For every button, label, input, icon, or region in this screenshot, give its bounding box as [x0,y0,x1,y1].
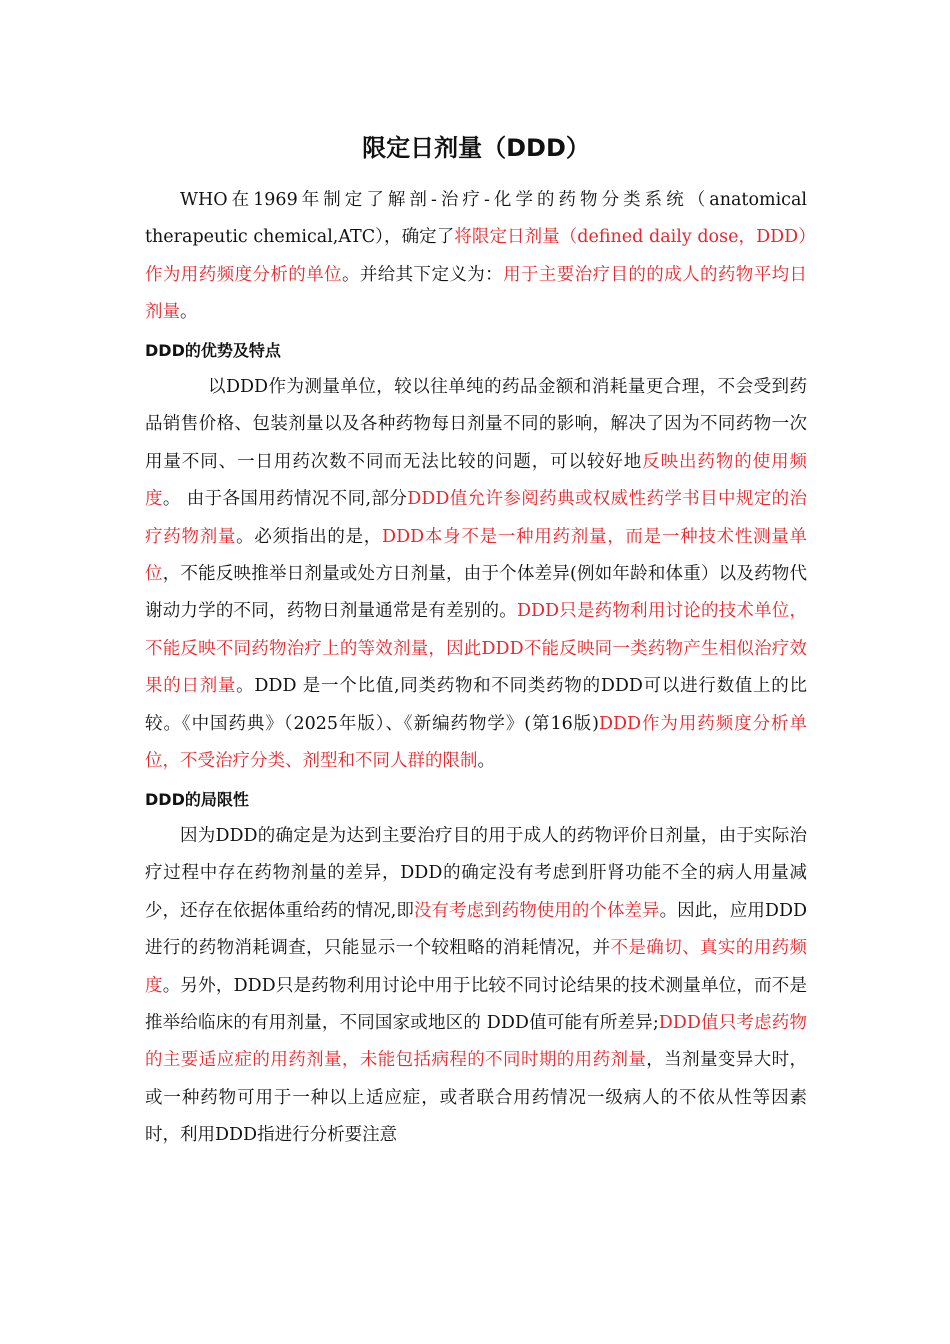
lim-highlight-1: 没有考虑到药物使用的个体差异 [413,900,660,921]
adv-highlight-3: DDD本身不是一种用药剂量，而是一种技术性测量单位 [145,526,808,585]
intro-text-3: 。 [180,302,198,323]
adv-highlight-4: DDD只是药物利用讨论的技术单位，不能反映不同药物治疗上的等效剂量，因此DDD不能反映同一类药物产生相似治疗效果的日剂量 [145,601,808,697]
lim-highlight-2: 不是确切、真实的用药频度 [145,938,808,996]
section-heading-advantages: DDD的优势及特点 [145,340,281,360]
adv-highlight-5: DDD作为用药频度分析单位，不受治疗分类、剂型和不同人群的限制 [145,713,807,772]
lim-text-3: 。另外，DDD只是药物利用讨论中用于比较不同讨论结果的技术测量单位，而不是推举给临床的有用剂量，不同国家或地区的 DDD值可能有所差异; [145,975,808,1033]
lim-text-1: 因为DDD的确定是为达到主要治疗目的用于成人的药物评价日剂量，由于实际治疗过程中存在药物剂量的差异，DDD的确定没有考虑到肝肾功能不全的病人用量减少，还存在依据体重给药的情况,即 [145,825,807,921]
adv-highlight-2: DDD值允许参阅药典或权威性药学书目中规定的治疗药物剂量 [145,489,808,547]
intro-highlight-1: 将限定日剂量（defined daily dose，DDD）作为用药频度分析的单位 [145,227,807,285]
adv-text-5: 。DDD 是一个比值,同类药物和不同类药物的DDD可以进行数值上的比较。《中国药典》（2025年版）、《新编药物学》(第16版) [145,676,808,734]
adv-text-1: 以DDD作为测量单位，较以往单纯的药品金额和消耗量更合理，不会受到药品销售价格、包装剂量以及各种药物每日剂量不同的影响，解决了因为不同药物一次用量不同、一日用药次数不同而无法比较的问题，可以较好地 [145,377,807,472]
limitations-paragraph [145,818,807,1155]
advantages-paragraph [145,369,807,780]
intro-text-1: WHO在1969年制定了解剖-治疗-化学的药物分类系统（anatomical therapeutic chemical,ATC），确定了 [145,190,807,248]
document-body [145,128,807,1155]
adv-text-6: 。 [477,751,495,772]
adv-text-4: ，不能反映推举日剂量或处方日剂量，由于个体差异(例如年龄和体重）以及药物代谢动力学的不同，药物日剂量通常是有差别的。 [145,564,808,622]
lim-highlight-3: DDD值只考虑药物的主要适应症的用药剂量，未能包括病程的不同时期的用药剂量 [145,1012,807,1071]
adv-highlight-1: 反映出药物的使用频度 [145,451,808,510]
adv-text-2: 。 由于各国用药情况不同,部分 [162,489,408,510]
intro-text-2: 。并给其下定义为： [341,264,504,285]
lim-text-4: ，当剂量变异大时，或一种药物可用于一种以上适应症，或者联合用药情况一级病人的不依从性等因素时，利用DDD指进行分析要注意 [145,1050,808,1146]
intro-highlight-2: 用于主要治疗目的的成人的药物平均日剂量 [145,264,808,323]
intro-paragraph [145,182,807,332]
adv-text-3: 。必须指出的是， [236,526,383,547]
section-heading-limitations: DDD的局限性 [145,789,249,809]
lim-text-2: 。因此，应用DDD进行的药物消耗调查，只能显示一个较粗略的消耗情况，并 [145,900,808,959]
document-title: 限定日剂量（DDD） [362,134,590,162]
